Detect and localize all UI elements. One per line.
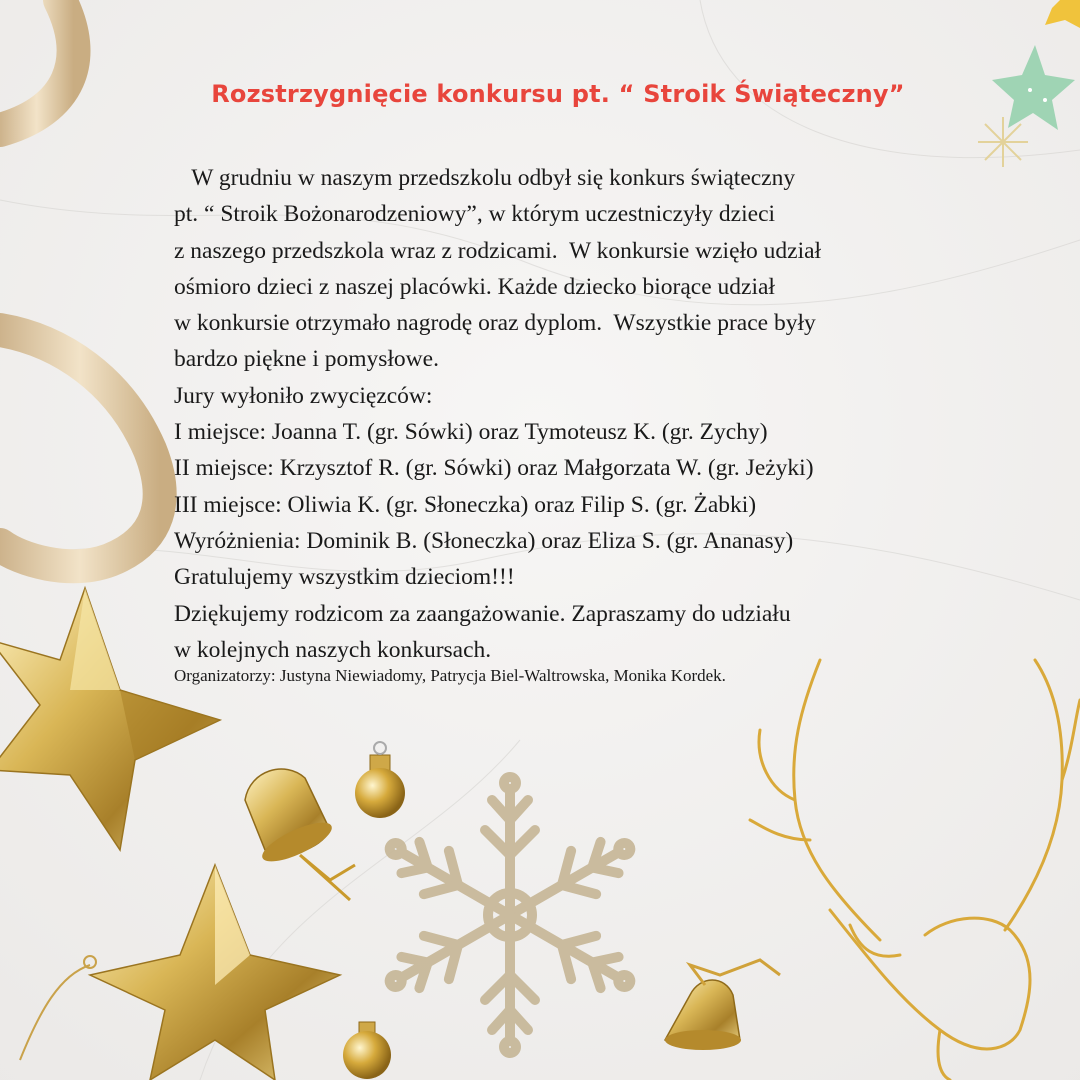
jury-heading: Jury wyłoniło zwycięzców:: [174, 382, 433, 409]
body-line: w konkursie otrzymało nagrodę oraz dyplom. Wszystkie prace były: [174, 310, 816, 337]
body-line: ośmioro dzieci z naszej placówki. Każde dziecko biorące udział: [174, 273, 775, 300]
page-title: Rozstrzygnięcie konkursu pt. “ Stroik Świąteczny”: [211, 80, 905, 108]
body-line: W grudniu w naszym przedszkolu odbył się konkurs świąteczny: [174, 165, 796, 191]
organizers-line: Organizatorzy: Justyna Niewiadomy, Patrycja Biel-Waltrowska, Monika Kordek.: [174, 666, 726, 686]
thanks-line: Dziękujemy rodzicom za zaangażowanie. Zapraszamy do udziału: [174, 600, 791, 627]
first-place-line: I miejsce: Joanna T. (gr. Sówki) oraz Tymoteusz K. (gr. Zychy): [174, 419, 768, 446]
body-line: pt. “ Stroik Bożonarodzeniowy”, w którym uczestniczyły dzieci: [174, 201, 776, 228]
third-place-line: III miejsce: Oliwia K. (gr. Słoneczka) oraz Filip S. (gr. Żabki): [174, 491, 757, 518]
body-line: bardzo piękne i pomysłowe.: [174, 346, 439, 373]
second-place-line: II miejsce: Krzysztof R. (gr. Sówki) oraz Małgorzata W. (gr. Jeżyki): [174, 455, 814, 482]
honorable-mentions-line: Wyróżnienia: Dominik B. (Słoneczka) oraz Eliza S. (gr. Ananasy): [174, 527, 794, 554]
snowflake-icon: [978, 117, 1028, 167]
body-line: z naszego przedszkola wraz z rodzicami. W konkursie wzięło udział: [174, 237, 822, 264]
congratulations-line: Gratulujemy wszystkim dzieciom!!!: [174, 564, 515, 591]
announcement-body: [174, 160, 974, 688]
invitation-line: w kolejnych naszych konkursach.: [174, 636, 492, 663]
